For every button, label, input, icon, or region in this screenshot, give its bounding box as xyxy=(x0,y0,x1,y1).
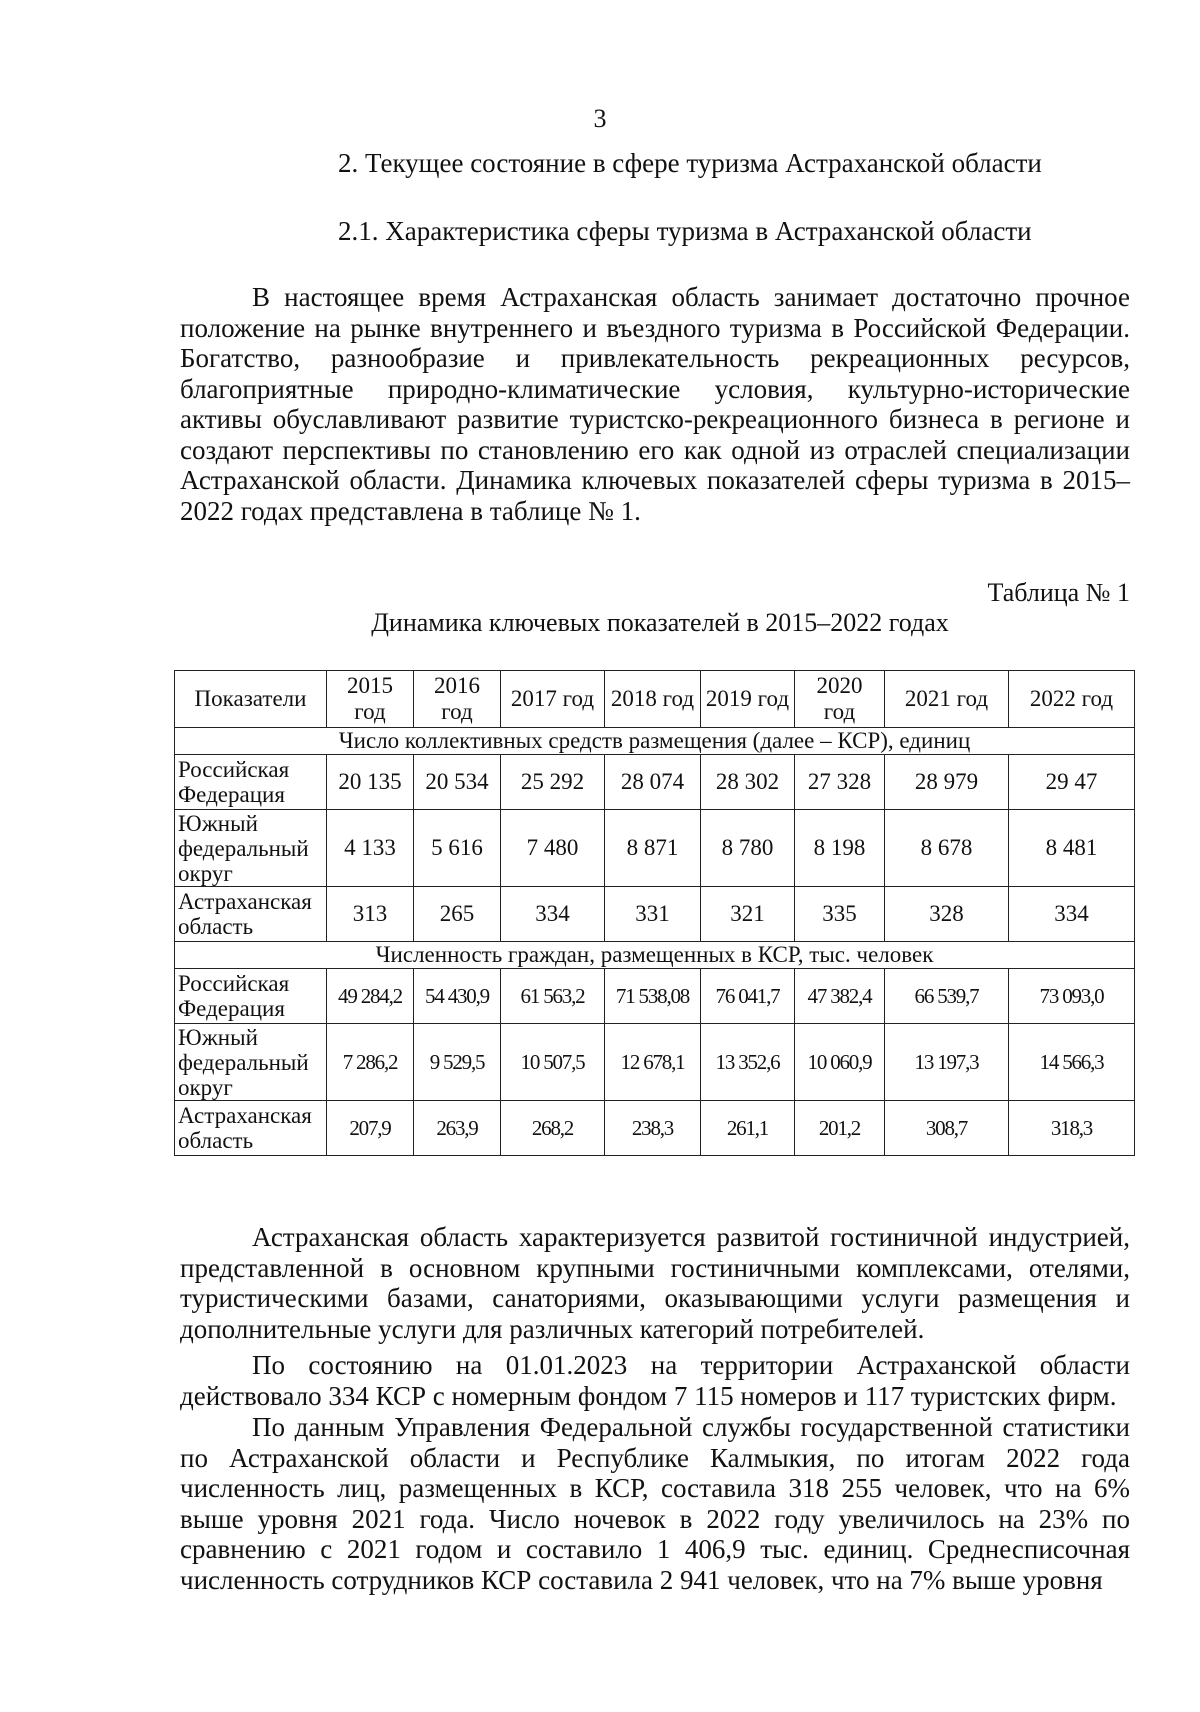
table-cell: 10 060,9 xyxy=(795,1024,885,1101)
table-cell: 261,1 xyxy=(701,1101,795,1156)
row-label: Российская Федерация xyxy=(175,969,327,1024)
table-cell: 14 566,3 xyxy=(1009,1024,1135,1101)
header-year: 2016 год xyxy=(414,671,501,728)
table-cell: 8 481 xyxy=(1009,810,1135,887)
table-row xyxy=(175,887,1135,942)
header-indicators: Показатели xyxy=(175,671,327,728)
table-cell: 73 093,0 xyxy=(1009,969,1135,1024)
table-cell: 49 284,2 xyxy=(327,969,414,1024)
ksr-count-paragraph: По состоянию на 01.01.2023 на территории Астраханской области действовало 334 КСР с номерным фондом 7 115 номеров и 117 туристских фирм. xyxy=(180,1350,1130,1411)
table-header-row xyxy=(175,671,1135,728)
table-cell: 12 678,1 xyxy=(605,1024,701,1101)
table-title: Динамика ключевых показателей в 2015–2022 годах xyxy=(371,608,949,637)
table-row xyxy=(175,1101,1135,1156)
table-row xyxy=(175,969,1135,1024)
row-label: Астраханская область xyxy=(175,1101,327,1156)
table-cell: 207,9 xyxy=(327,1101,414,1156)
table-cell: 263,9 xyxy=(414,1101,501,1156)
header-year: 2015 год xyxy=(327,671,414,728)
section-title: Число коллективных средств размещения (далее – КСР), единиц xyxy=(175,728,1135,755)
header-year: 2021 год xyxy=(885,671,1009,728)
hotel-industry-paragraph: Астраханская область характеризуется развитой гостиничной индустрией, представленной в основном крупными гостиничными комплексами, отелями, туристическими базами, санаториями, оказывающими услуги размещения и дополнительные услуги для различных категорий потребителей. xyxy=(180,1222,1130,1344)
table-cell: 28 979 xyxy=(885,755,1009,810)
table-cell: 8 780 xyxy=(701,810,795,887)
table-cell: 71 538,08 xyxy=(605,969,701,1024)
header-year: 2018 год xyxy=(605,671,701,728)
table-cell: 201,2 xyxy=(795,1101,885,1156)
table-cell: 8 198 xyxy=(795,810,885,887)
intro-paragraph: В настоящее время Астраханская область занимает достаточно прочное положение на рынке внутреннего и въездного туризма в Российской Федерации. Богатство, разнообразие и привлекательность рекреационных ресурсов, благоприятные природно-климатические условия, культурно-исторические активы обуславливают развитие туристско-рекреационного бизнеса в регионе и создают перспективы по становлению его как одной из отраслей специализации Астраханской области. Динамика ключевых показателей сферы туризма в 2015–2022 годах представлена в таблице № 1. xyxy=(180,282,1130,526)
table-cell: 328 xyxy=(885,887,1009,942)
section-heading: 2. Текущее состояние в сфере туризма Астраханской области xyxy=(338,148,1042,178)
table-cell: 238,3 xyxy=(605,1101,701,1156)
statistics-paragraph: По данным Управления Федеральной службы государственной статистики по Астраханской области и Республике Калмыкия, по итогам 2022 года численность лиц, размещенных в КСР, составила 318 255 человек, что на 6% выше уровня 2021 года. Число ночевок в 2022 году увеличилось на 23% по сравнению с 2021 годом и составило 1 406,9 тыс. единиц. Среднесписочная численность сотрудников КСР составила 2 941 человек, что на 7% выше уровня xyxy=(180,1412,1130,1595)
table-cell: 334 xyxy=(1009,887,1135,942)
table-cell: 265 xyxy=(414,887,501,942)
table-cell: 28 302 xyxy=(701,755,795,810)
table-cell: 335 xyxy=(795,887,885,942)
table-cell: 20 135 xyxy=(327,755,414,810)
subsection-heading: 2.1. Характеристика сферы туризма в Астраханской области xyxy=(338,216,1032,246)
row-label: Южный федеральный округ xyxy=(175,1024,327,1101)
table-cell: 47 382,4 xyxy=(795,969,885,1024)
indicators-table xyxy=(174,670,1135,1156)
table-cell: 27 328 xyxy=(795,755,885,810)
header-year: 2022 год xyxy=(1009,671,1135,728)
page-number: 3 xyxy=(593,104,607,133)
table-cell: 321 xyxy=(701,887,795,942)
row-label: Южный федеральный округ xyxy=(175,810,327,887)
table-cell: 318,3 xyxy=(1009,1101,1135,1156)
table-cell: 29 47 xyxy=(1009,755,1135,810)
table-cell: 5 616 xyxy=(414,810,501,887)
table-cell: 28 074 xyxy=(605,755,701,810)
table-cell: 66 539,7 xyxy=(885,969,1009,1024)
table-cell: 54 430,9 xyxy=(414,969,501,1024)
table-cell: 8 871 xyxy=(605,810,701,887)
section-row xyxy=(175,942,1135,969)
table-cell: 334 xyxy=(501,887,605,942)
table-cell: 10 507,5 xyxy=(501,1024,605,1101)
table-label: Таблица № 1 xyxy=(987,578,1130,607)
table-cell: 25 292 xyxy=(501,755,605,810)
table-cell: 7 286,2 xyxy=(327,1024,414,1101)
table-cell: 61 563,2 xyxy=(501,969,605,1024)
table-cell: 308,7 xyxy=(885,1101,1009,1156)
table-cell: 20 534 xyxy=(414,755,501,810)
table-row xyxy=(175,1024,1135,1101)
row-label: Российская Федерация xyxy=(175,755,327,810)
header-year: 2019 год xyxy=(701,671,795,728)
header-year: 2020 год xyxy=(795,671,885,728)
row-label: Астраханская область xyxy=(175,887,327,942)
table-cell: 76 041,7 xyxy=(701,969,795,1024)
header-year: 2017 год xyxy=(501,671,605,728)
table-row xyxy=(175,755,1135,810)
section-row xyxy=(175,728,1135,755)
table-cell: 9 529,5 xyxy=(414,1024,501,1101)
table-cell: 331 xyxy=(605,887,701,942)
table-cell: 7 480 xyxy=(501,810,605,887)
section-title: Численность граждан, размещенных в КСР, тыс. человек xyxy=(175,942,1135,969)
table-cell: 8 678 xyxy=(885,810,1009,887)
table-cell: 4 133 xyxy=(327,810,414,887)
table-cell: 13 197,3 xyxy=(885,1024,1009,1101)
table-cell: 313 xyxy=(327,887,414,942)
table-row xyxy=(175,810,1135,887)
table-cell: 268,2 xyxy=(501,1101,605,1156)
table-cell: 13 352,6 xyxy=(701,1024,795,1101)
